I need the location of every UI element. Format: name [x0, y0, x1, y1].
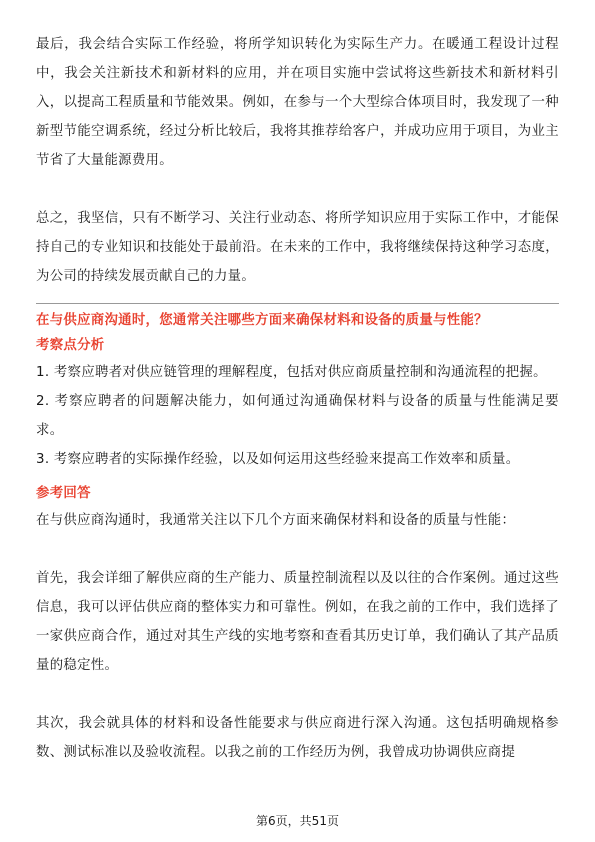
page-content — [36, 30, 559, 767]
analysis-heading: 考察点分析 — [36, 338, 105, 353]
body-paragraph: 总之，我坚信，只有不断学习、关注行业动态、将所学知识应用于实际工作中，才能保持自己的专业知识和技能处于最前沿。在未来的工作中，我将继续保持这种学习态度，为公司的持续发展贡献自己的力量。 — [36, 211, 559, 284]
page-number: 第6页，共51页 — [256, 814, 339, 828]
question-title: 在与供应商沟通时，您通常关注哪些方面来确保材料和设备的质量与性能？ — [36, 313, 488, 328]
section-divider — [36, 303, 559, 304]
answer-paragraph: 首先，我会详细了解供应商的生产能力、质量控制流程以及以往的合作案例。通过这些信息，我可以评估供应商的整体实力和可靠性。例如，在我之前的工作中，我们选择了一家供应商合作，通过对其生产线的实地考察和查看其历史订单，我们确认了其产品质量的稳定性。 — [36, 571, 559, 673]
answer-heading: 参考回答 — [36, 486, 91, 501]
answer-intro: 在与供应商沟通时，我通常关注以下几个方面来确保材料和设备的质量与性能： — [36, 513, 516, 528]
analysis-item: 2. 考察应聘者的问题解决能力，如何通过沟通确保材料与设备的质量与性能满足要求。 — [36, 394, 559, 438]
analysis-item: 3. 考察应聘者的实际操作经验，以及如何运用这些经验来提高工作效率和质量。 — [36, 452, 520, 467]
analysis-item: 1. 考察应聘者对供应链管理的理解程度，包括对供应商质量控制和沟通流程的把握。 — [36, 365, 547, 380]
body-paragraph: 最后，我会结合实际工作经验，将所学知识转化为实际生产力。在暖通工程设计过程中，我会关注新技术和新材料的应用，并在项目实施中尝试将这些新技术和新材料引入，以提高工程质量和节能效果。例如，在参与一个大型综合体项目时，我发现了一种新型节能空调系统，经过分析比较后，我将其推荐给客户，并成功应用于项目，为业主节省了大量能源费用。 — [36, 37, 559, 168]
answer-paragraph: 其次，我会就具体的材料和设备性能要求与供应商进行深入沟通。这包括明确规格参数、测试标准以及验收流程。以我之前的工作经历为例，我曾成功协调供应商提 — [36, 716, 559, 760]
